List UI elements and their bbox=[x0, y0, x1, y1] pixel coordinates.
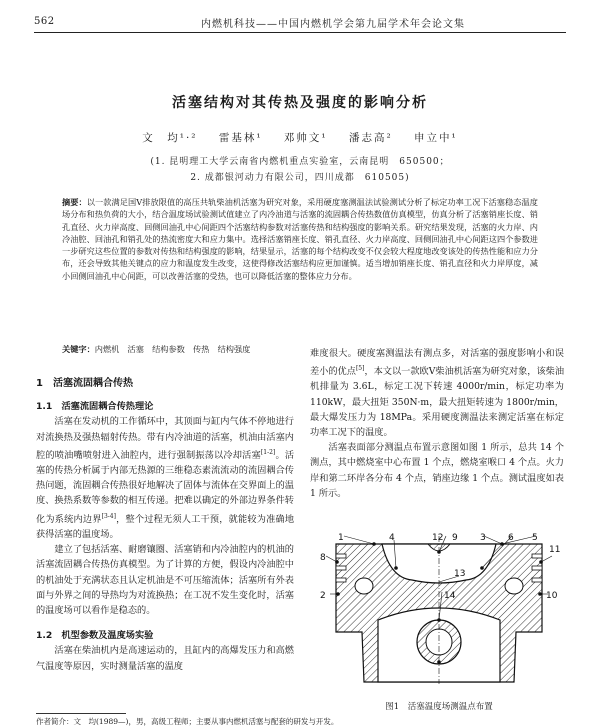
fig-label: 8 bbox=[320, 553, 326, 563]
footnote-rule bbox=[36, 713, 126, 714]
ring-groove bbox=[336, 554, 346, 558]
keywords-label: 关键字： bbox=[62, 344, 95, 354]
fig-label: 9 bbox=[452, 533, 458, 543]
section-heading: 1 活塞流固耦合传热 bbox=[36, 378, 133, 389]
paragraph-text: 难度很大。硬度塞测温法有测点多，对活塞的强度影响小和误差小的优点 bbox=[310, 348, 564, 378]
author: 邓帅文¹ bbox=[283, 132, 328, 144]
ring-groove bbox=[532, 566, 542, 570]
paragraph-text: 。活塞的传热分析属于内部无热源的三维稳态素流流动的流固耦合传热问题，流固耦合传热很好地解决了固体与流体在交界面上的温度、换热系数等参数的相互传递。把难以确定的外部边界条件转化为系统内边界 bbox=[36, 449, 295, 525]
author: 文 均¹·² bbox=[142, 132, 198, 144]
abstract bbox=[62, 196, 538, 282]
page-number: 562 bbox=[34, 16, 55, 27]
ring-groove bbox=[336, 566, 346, 570]
fig-label: 5 bbox=[532, 533, 538, 543]
affiliation-2: 2. 成都银河动力有限公司，四川成都 610505) bbox=[190, 173, 410, 183]
fig-label: 2 bbox=[320, 591, 326, 601]
affiliation-1: (1. 昆明理工大学云南省内燃机重点实验室，云南昆明 650500； bbox=[150, 157, 450, 167]
right-column bbox=[310, 346, 564, 501]
author: 潘志高² bbox=[348, 132, 393, 144]
abstract-text: 以一款满足国Ⅴ排放限值的高压共轨柴油机活塞为研究对象，采用硬度塞测温法试验测试分析了标定功率工况下活塞稳态温度场分布和热负荷的大小，结合温度场试验测试值建立了内冷油道与活塞的流固耦合传热数值仿真模型，仿真分析了活塞销座长度、销孔直径、火力岸高度、回侧回油孔中心间距四个活塞结构参数对活塞传热和结构强度的影响关系。研究结果发现，活塞的火力岸、内冷油腔、回油孔和销孔处的热流密度大和应力集中。选择活塞销座长度、销孔直径、火力岸高度、回侧回油孔中心间距这四个参数进一步研究这些位置的参数对传热和结构强度的影响，结果显示，活塞的每个结构改变不仅会较大程度地改变该处的传热性能和应力分布，还会导致其他关键点的应力和温度发生改变，这使得修改活塞结构应更加谨慎。适当增加销座长度、销孔直径和火力岸厚度，减小回侧回油孔中心间距，可以改善活塞的受热，也可以降低活塞的整体应力分布。 bbox=[62, 197, 538, 281]
piston-figure bbox=[316, 532, 562, 686]
citation: [1-2] bbox=[260, 448, 276, 456]
author: 申立中¹ bbox=[414, 132, 458, 144]
fig-label: 3 bbox=[480, 533, 486, 543]
paragraph-text: 活塞在发动机的工作循环中，其顶面与缸内气体不停地进行对流换热及强热辐射传热。带有内冷油道的活塞，机油由活塞内腔的喷油嘴喷射进入油腔内，进行强制振荡以冷却活塞 bbox=[36, 416, 294, 461]
ring-groove bbox=[532, 554, 542, 558]
paragraph-text: ，本文以一款欧Ⅴ柴油机活塞为研究对象，该柴油机排量为 3.6L，标定工况下转速 4000r/min，标定功率为 110kW，最大扭矩 350N·m，最大扭矩转速为 1800r/min，最大爆发压力为 18MPa。采用硬度测温法来测定活塞在标定功率工况下的温度。 bbox=[310, 366, 565, 439]
ring-groove bbox=[532, 578, 542, 582]
subsection-heading: 1.1 活塞流固耦合传热理论 bbox=[36, 401, 154, 413]
paragraph: 活塞在柴油机内是高速运动的，且缸内的高爆发压力和高燃气温度等原因，实时测量活塞的温度 bbox=[36, 645, 294, 672]
fig-label: 14 bbox=[444, 591, 456, 601]
abstract-label: 摘要： bbox=[62, 197, 87, 207]
fig-label: 1 bbox=[338, 533, 344, 543]
cooling-gallery bbox=[505, 578, 523, 594]
keywords-text: 内燃机 活塞 结构参数 传热 结构强度 bbox=[94, 344, 251, 354]
paragraph: 建立了包括活塞、耐磨镶圈、活塞销和内冷油腔内的机油的活塞流固耦合传热仿真模型。为了计算的方便，假设内冷油腔中的机油处于充满状态且认定机油是不可压缩流体；活塞所有外表面与外界之间的导热均为对流换热；在工况不发生变化时，活塞的温度场可以看作是稳态的。 bbox=[36, 544, 294, 616]
running-header: 内燃机科技——中国内燃机学会第九届学术年会论文集 bbox=[201, 19, 465, 30]
fig-label: 6 bbox=[508, 533, 514, 543]
piston-cross-section bbox=[316, 532, 562, 686]
fig-label: 10 bbox=[546, 591, 558, 601]
author: 雷基林¹ bbox=[218, 132, 263, 144]
paragraph: 活塞表面部分测温点布置示意图如图 1 所示，总共 14 个测点，其中燃烧室中心布置 1 个点，燃烧室喉口 4 个点。火力岸和第二环岸各分布 4 个点，销座边缘 1 个点。测试温度如表 1 所示。 bbox=[310, 442, 564, 499]
author-footnote: 作者简介：文 均(1989—)，男，高级工程师；主要从事内燃机活塞与配套的研发与开发。 bbox=[36, 717, 339, 726]
paper-title: 活塞结构对其传热及强度的影响分析 bbox=[172, 95, 428, 111]
fig-label: 4 bbox=[389, 533, 395, 543]
citation: [5] bbox=[355, 365, 365, 373]
citation: [3-4] bbox=[101, 512, 116, 520]
paragraph bbox=[36, 414, 294, 542]
paragraph-text: ，整个过程无须人工干预，就能较为准确地获得活塞的温度场。 bbox=[36, 513, 295, 540]
measure-point bbox=[437, 660, 441, 664]
fig-label: 12 bbox=[432, 533, 444, 543]
cooling-gallery bbox=[355, 578, 373, 594]
figure-caption: 图1 活塞温度场测温点布置 bbox=[385, 702, 493, 712]
subsection-heading: 1.2 机型参数及温度场实验 bbox=[36, 630, 154, 642]
author-list bbox=[0, 130, 600, 145]
left-column bbox=[36, 376, 294, 674]
fig-label: 13 bbox=[454, 569, 466, 579]
header-rule bbox=[34, 32, 566, 33]
paragraph bbox=[310, 346, 564, 440]
ring-groove bbox=[336, 578, 346, 582]
fig-label: 11 bbox=[549, 545, 561, 555]
